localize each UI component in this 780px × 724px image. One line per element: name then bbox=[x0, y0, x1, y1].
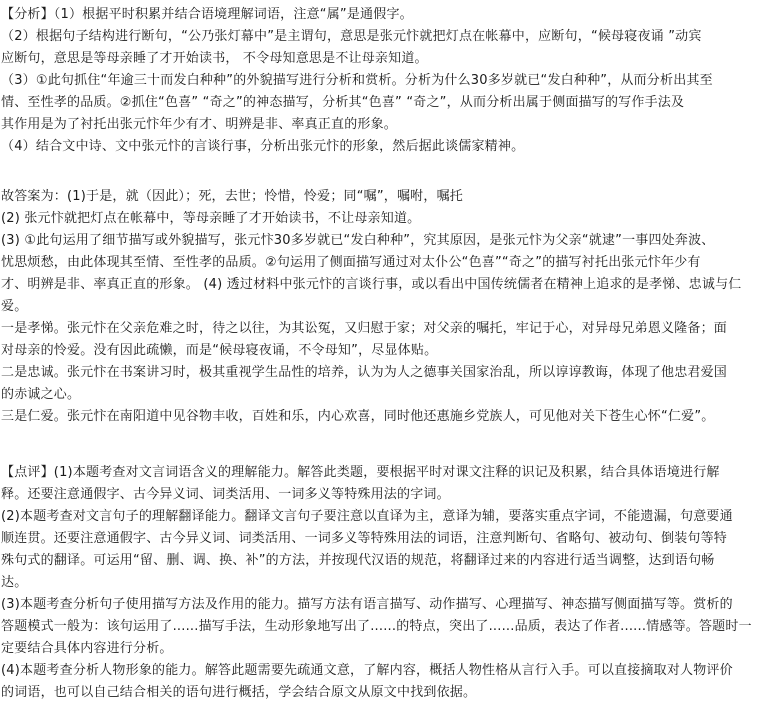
comment-line: 答题模式一般为：该句运用了......描写手法，生动形象地写出了......的特点，突出了......品质，表达了作者......情感等。答题时一 bbox=[1, 619, 752, 634]
answer-line: 的赤诚之心。 bbox=[1, 387, 81, 402]
comment-line: (4)本题考查分析人物形象的能力。解答此题需要先疏通文意，了解内容，概括人物性格从言行入手。可以直接摘取对人物评价 bbox=[1, 663, 733, 678]
analysis-line: 其作用是为了衬托出张元忭年少有才、明辨是非、率真正直的形象。 bbox=[1, 117, 398, 132]
comment-line: 达。 bbox=[1, 575, 28, 590]
analysis-line: （2）根据句子结构进行断句，“公乃张灯幕中”是主谓句，意思是张元忭就把灯点在帐幕中，应断句，“候母寝夜诵 ”动宾 bbox=[1, 29, 702, 44]
analysis-line: （4）结合文中诗、文中张元忭的言谈行事，分析出张元忭的形象，然后据此谈儒家精神。 bbox=[1, 139, 525, 154]
comment-line: (3)本题考查分析句子使用描写方法及作用的能力。描写方法有语言描写、动作描写、心理描写、神态描写侧面描写等。赏析的 bbox=[1, 597, 733, 612]
answer-line: (2) 张元忭就把灯点在帐幕中，等母亲睡了才开始读书，不让母亲知道。 bbox=[1, 211, 421, 226]
comment-line: 顺连贯。还要注意通假字、古今异义词、词类活用、一词多义等特殊用法的词语，注意判断句、省略句、被动句、倒装句等特 bbox=[1, 531, 728, 546]
comment-line: 定要结合具体内容进行分析。 bbox=[1, 641, 173, 656]
analysis-line: （3）①此句抓住“年逾三十而发白种种”的外貌描写进行分析和赏析。分析为什么30多岁就已“发白种种”，从而分析出其至 bbox=[1, 73, 713, 88]
answer-line: 故答案为：(1)于是，就（因此）；死，去世；怜惜，怜爱；同“嘱”，嘱咐，嘱托 bbox=[1, 189, 463, 204]
comment-line: 殊句式的翻译。可运用“留、删、调、换、补”的方法，并按现代汉语的规范，将翻译过来的内容进行适当调整，达到语句畅 bbox=[1, 553, 715, 568]
analysis-section bbox=[0, 4, 772, 158]
comment-line: 释。还要注意通假字、古今异义词、词类活用、一词多义等特殊用法的字词。 bbox=[1, 487, 450, 502]
answer-line: 爱。 bbox=[1, 299, 28, 314]
comment-line: 的词语，也可以自己结合相关的语句进行概括，学会结合原文从原文中找到依据。 bbox=[1, 685, 477, 700]
comment-line: 【点评】(1)本题考查对文言词语含义的理解能力。解答此类题，要根据平时对课文注释的识记及积累，结合具体语境进行解 bbox=[1, 465, 720, 480]
comment-section bbox=[0, 462, 772, 704]
answer-line: (3) ①此句运用了细节描写或外貌描写，张元忭30多岁就已“发白种种”，究其原因，是张元忭为父亲“就逮”一事四处奔波、 bbox=[1, 233, 715, 248]
answer-line: 对母亲的怜爱。没有因此疏懒，而是“候母寝夜诵，不令母知”，尽显体贴。 bbox=[1, 343, 438, 358]
answer-section bbox=[0, 186, 772, 428]
analysis-line: 【分析】（1）根据平时积累并结合语境理解词语，注意“属”是通假字。 bbox=[1, 7, 413, 22]
answer-line: 才、明辨是非、率真正直的形象。 (4) 透过材料中张元忭的言谈行事，或以看出中国传统儒者在精神上追求的是孝悌、忠诚与仁 bbox=[1, 277, 742, 292]
answer-line: 一是孝悌。张元忭在父亲危难之时，待之以往，为其讼冤，又归慰于家；对父亲的嘱托，牢记于心，对异母兄弟恩义隆备；面 bbox=[1, 321, 728, 336]
comment-line: (2)本题考查对文言句子的理解翻译能力。翻译文言句子要注意以直译为主，意译为辅，要落实重点字词，不能遗漏，句意要通 bbox=[1, 509, 733, 524]
answer-line: 二是忠诚。张元忭在书案讲习时，极其重视学生品性的培养，认为为人之德事关国家治乱，所以谆谆教诲，体现了他忠君爱国 bbox=[1, 365, 728, 380]
answer-line: 三是仁爱。张元忭在南阳道中见谷物丰收，百姓和乐，内心欢喜，同时他还惠施乡党族人，可见他对关下苍生心怀“仁爱”。 bbox=[1, 409, 715, 424]
answer-line: 忧思烦愁，由此体现其至情、至性孝的品质。②句运用了侧面描写通过对太仆公“色喜”“奇之”的描写衬托出张元忭年少有 bbox=[1, 255, 701, 270]
analysis-line: 应断句，意思是等母亲睡了才开始读书， 不令母知意思是不让母亲知道。 bbox=[1, 51, 428, 66]
analysis-line: 情、至性孝的品质。②抓住“色喜” “奇之”的神态描写，分析其“色喜” “奇之”，从而分析出属于侧面描写的写作手法及 bbox=[1, 95, 685, 110]
